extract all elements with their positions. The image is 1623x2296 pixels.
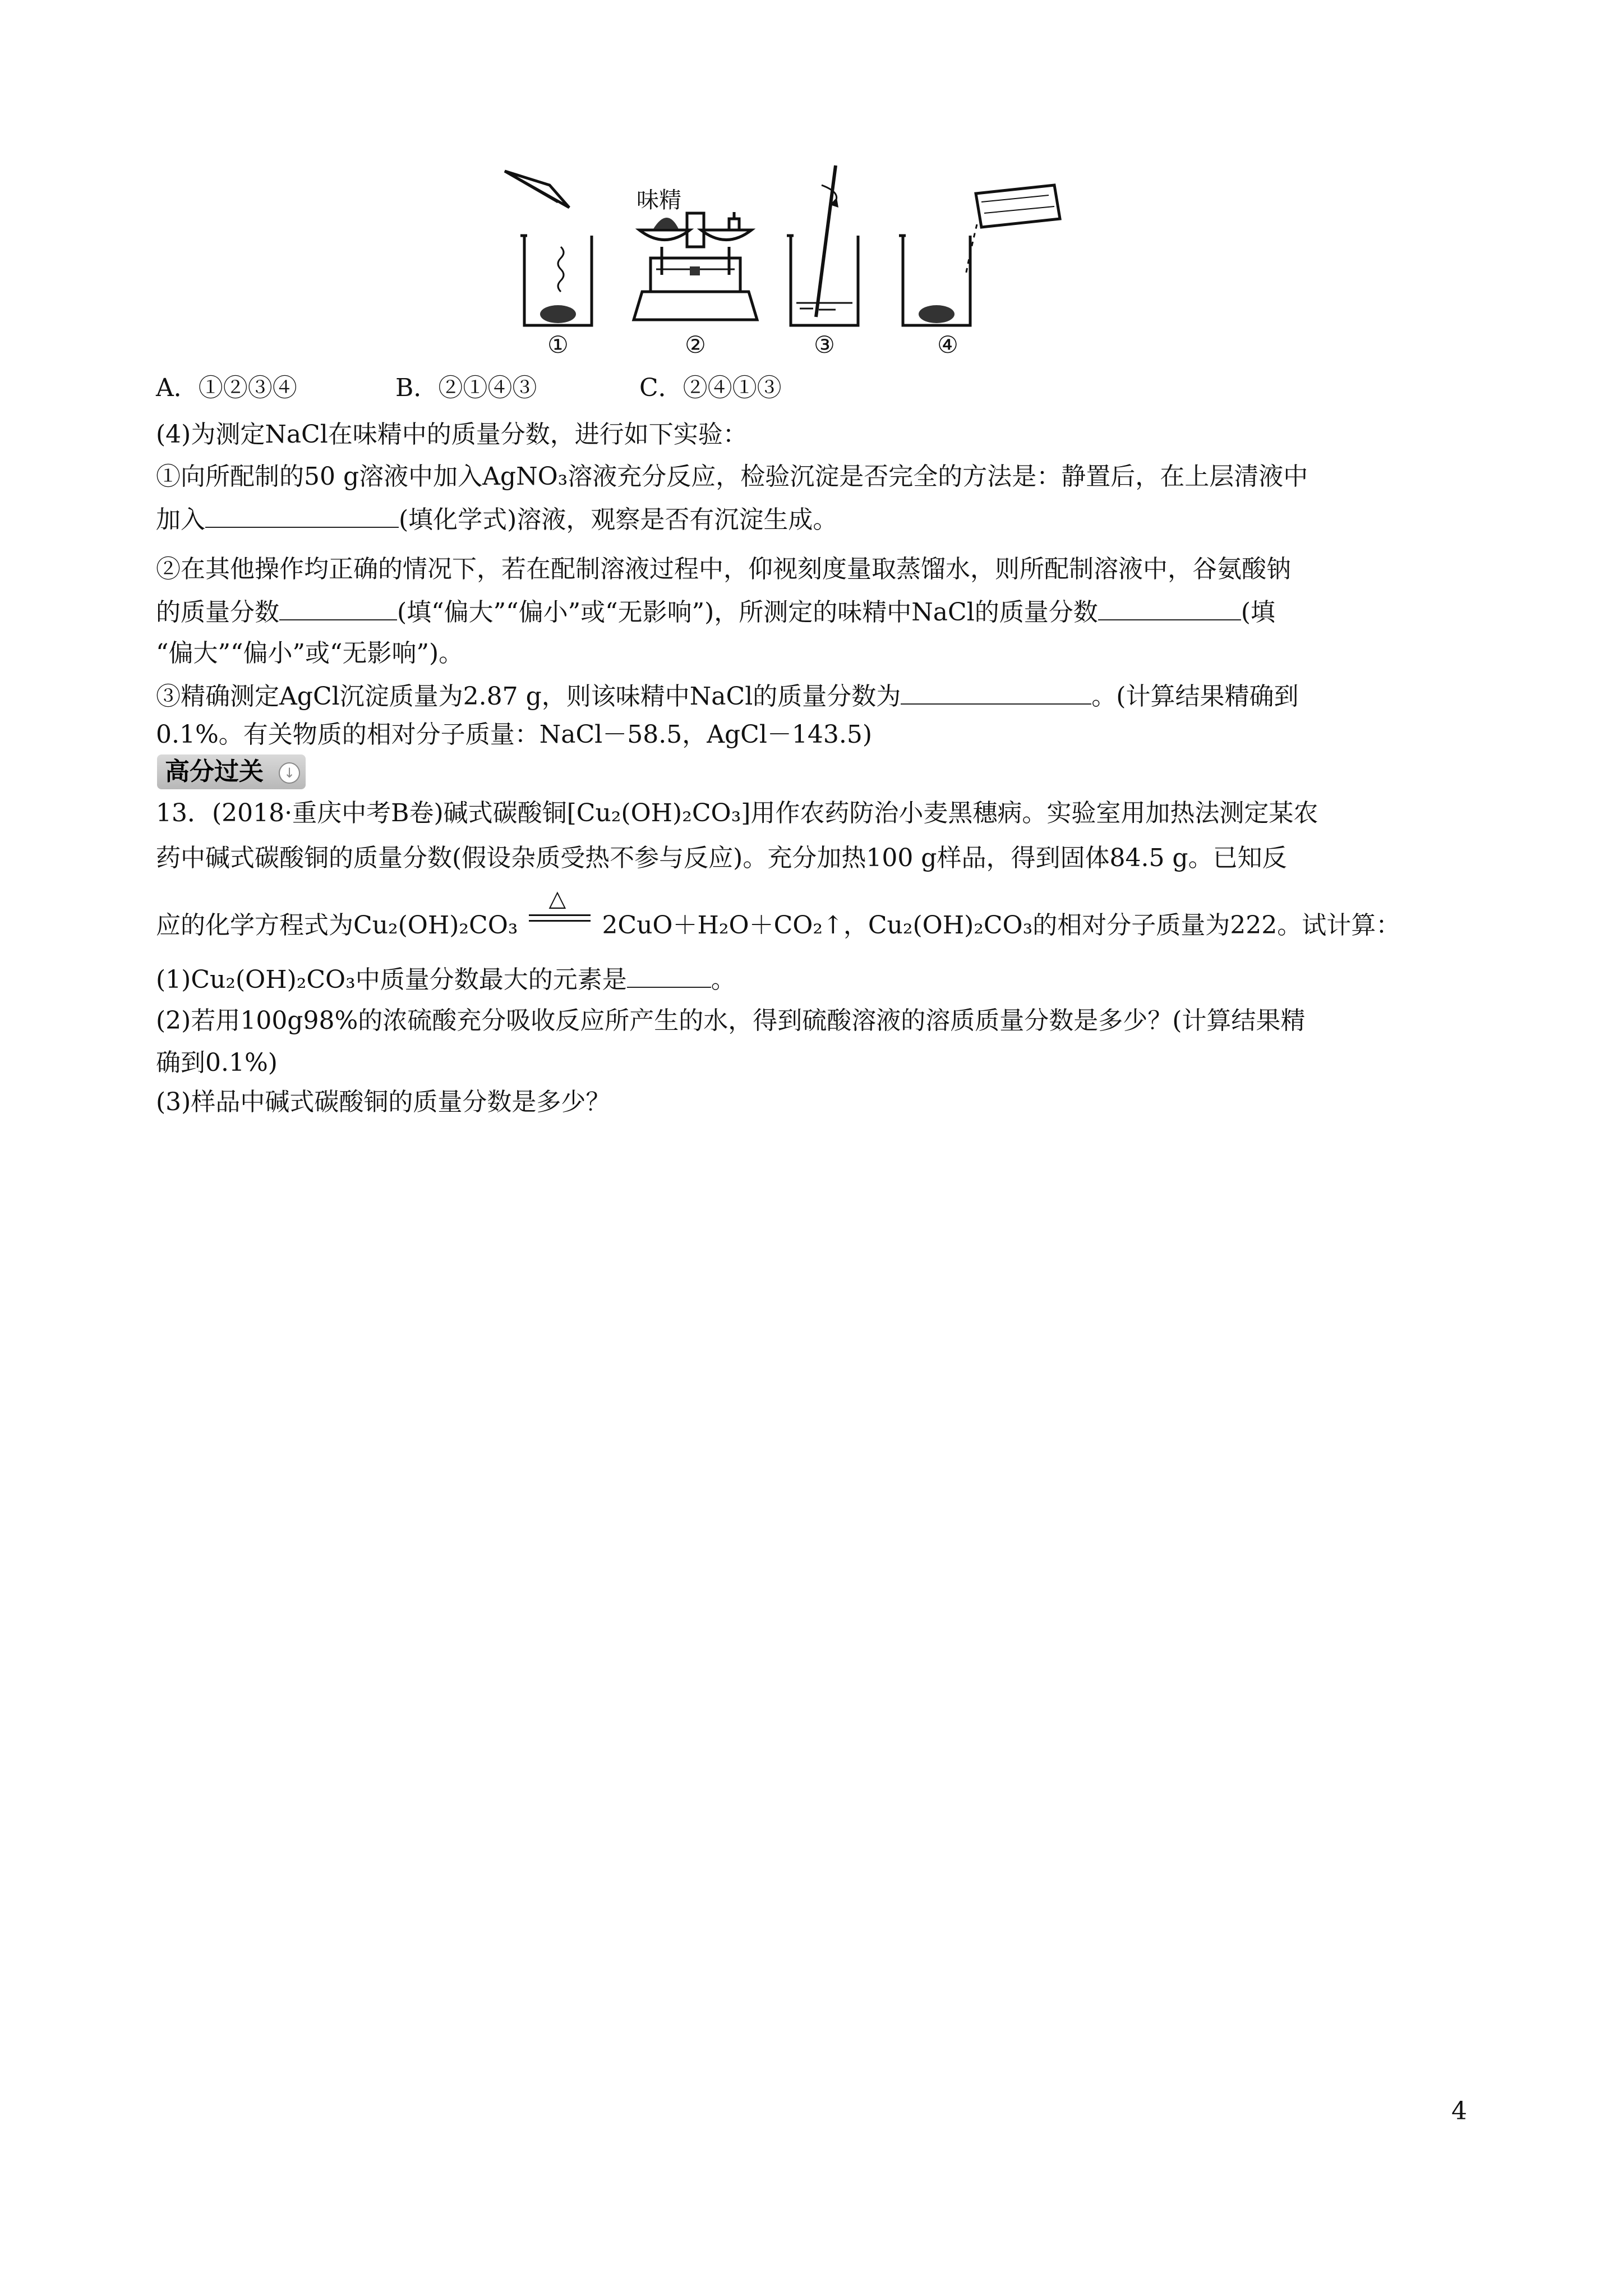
q4-step2-middle: (填“偏大”“偏小”或“无影响”)，所测定的味精中NaCl的质量分数 <box>397 598 1098 627</box>
experiment-illustration <box>494 163 1166 331</box>
option-c: C．②④①③ <box>639 374 782 402</box>
q13-line1: 13．(2018·重庆中考B卷)碱式碳酸铜[Cu₂(OH)₂CO₃]用作农药防治小麦黑穗病。实验室用加热法测定某农 <box>156 799 1318 827</box>
section-badge <box>157 754 306 789</box>
figure-label-4: ④ <box>937 331 958 358</box>
triangle-heat-icon: △ <box>548 886 566 912</box>
q13-part1-suffix: 。 <box>711 965 736 994</box>
figure-label-3: ③ <box>814 331 835 358</box>
q4-step2-suffix: (填 <box>1241 598 1275 627</box>
experiment-figure <box>494 163 1166 359</box>
q13-equation-suffix: 2CuO＋H₂O＋CO₂↑，Cu₂(OH)₂CO₃的相对分子质量为222。试计算： <box>602 911 1401 940</box>
q13-part2-line2: 确到0.1%) <box>156 1048 278 1077</box>
q4-step2-line2 <box>156 595 1474 629</box>
equation-line-bottom <box>529 920 591 922</box>
figure-label-1: ① <box>547 331 569 358</box>
q13-equation-prefix: 应的化学方程式为Cu₂(OH)₂CO₃ <box>156 911 518 940</box>
answer-blank-formula[interactable] <box>205 502 399 528</box>
balance-scale-icon <box>634 212 757 320</box>
q4-step2-prefix: 的质量分数 <box>156 598 279 627</box>
q4-step2-line1: ②在其他操作均正确的情况下，若在配制溶液过程中，仰视刻度量取蒸馏水，则所配制溶液中，谷氨酸钠 <box>156 555 1291 583</box>
figure-caption-msg: 味精 <box>637 187 681 213</box>
beaker-with-paper-icon <box>505 171 592 325</box>
page-number: 4 <box>1451 2097 1467 2125</box>
arrow-down-icon: ↓ <box>279 762 300 784</box>
answer-blank-nacl-fraction[interactable] <box>1098 595 1241 620</box>
answer-blank-solution-fraction[interactable] <box>279 595 397 620</box>
q4-step3-suffix: 。(计算结果精确到 <box>1091 682 1299 711</box>
q13-line2: 药中碱式碳酸铜的质量分数(假设杂质受热不参与反应)。充分加热100 g样品，得到固体84.5 g。已知反 <box>156 844 1287 872</box>
heat-condition <box>518 886 602 933</box>
q4-step3-line1 <box>156 679 1474 714</box>
answer-blank-nacl-percent[interactable] <box>901 679 1091 705</box>
beaker-with-stirring-rod-icon <box>787 165 858 325</box>
q4-step2-line3: “偏大”“偏小”或“无影响”)。 <box>156 639 464 668</box>
equation-line-top <box>529 914 591 916</box>
q13-part1 <box>156 962 1474 997</box>
figure-label-2: ② <box>685 331 706 358</box>
q4-step1-prefix: 加入 <box>156 505 205 534</box>
q4-step1-line2 <box>156 502 1474 537</box>
q4-step1-line1: ①向所配制的50 g溶液中加入AgNO₃溶液充分反应，检验沉淀是否完全的方法是：静置后，在上层清液中 <box>156 462 1308 491</box>
beaker-pouring-icon <box>899 185 1060 325</box>
option-b: B．②①④③ <box>395 374 537 402</box>
answer-blank-element[interactable] <box>627 962 711 988</box>
option-a: A．①②③④ <box>156 374 297 402</box>
q4-step3-line2: 0.1%。有关物质的相对分子质量：NaCl－58.5，AgCl－143.5) <box>156 720 873 749</box>
section-badge-label: 高分过关 <box>165 757 264 786</box>
q13-part2-line1: (2)若用100g98%的浓硫酸充分吸收反应所产生的水，得到硫酸溶液的溶质质量分数是多少？(计算结果精 <box>156 1006 1306 1035</box>
q4-step3-prefix: ③精确测定AgCl沉淀质量为2.87 g，则该味精中NaCl的质量分数为 <box>156 682 901 711</box>
q13-part3: (3)样品中碱式碳酸铜的质量分数是多少？ <box>156 1088 611 1116</box>
q13-part1-prefix: (1)Cu₂(OH)₂CO₃中质量分数最大的元素是 <box>156 965 627 994</box>
q4-step1-suffix: (填化学式)溶液，观察是否有沉淀生成。 <box>399 505 838 534</box>
q4-intro: (4)为测定NaCl在味精中的质量分数，进行如下实验： <box>156 420 748 449</box>
q13-equation-line <box>156 886 1474 942</box>
